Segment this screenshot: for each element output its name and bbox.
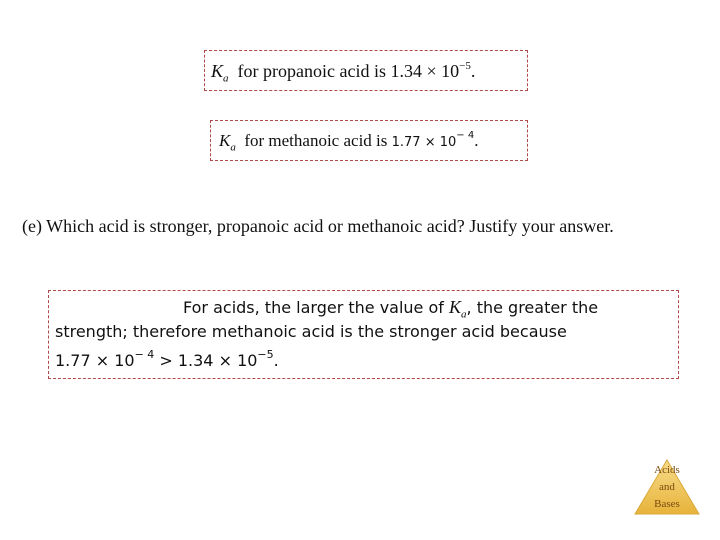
statement1-text: for propanoic acid is 1.34 × 10: [237, 61, 460, 81]
ka-methanoic-box: [210, 120, 528, 161]
ka-symbol: $K_a$: [219, 131, 236, 154]
answer-line-1: For acids, the larger the value of $K_a$, the greater the: [183, 297, 599, 321]
statement2-end: .: [474, 131, 479, 150]
logo-line-2: and: [659, 481, 675, 493]
statement1-exponent: −5: [459, 60, 471, 72]
logo-line-3: Bases: [654, 498, 680, 510]
ka-symbol: $K_a$: [449, 297, 467, 321]
ka-propanoic-statement: [211, 60, 475, 85]
logo-text: [633, 462, 701, 513]
statement2-text: for methanoic acid is: [244, 131, 388, 150]
ka-propanoic-box: [204, 50, 528, 91]
statement2-value: 1.77 × 10: [391, 135, 457, 150]
statement1-end: .: [470, 61, 476, 81]
answer-line-3: $1.77 \times 10^{- 4} > 1.34 \times 10^{-5}$.: [55, 348, 279, 370]
ka-methanoic-statement: [219, 130, 478, 153]
ka-symbol: $K_a$: [211, 61, 229, 85]
answer-box: [48, 290, 679, 379]
statement2-exponent: − 4: [456, 130, 475, 141]
answer-line-2: strength; therefore methanoic acid is the stronger acid because: [55, 322, 567, 341]
logo-line-1: Acids: [654, 464, 680, 476]
question-text: (e) Which acid is stronger, propanoic acid or methanoic acid? Justify your answer.: [22, 216, 614, 236]
